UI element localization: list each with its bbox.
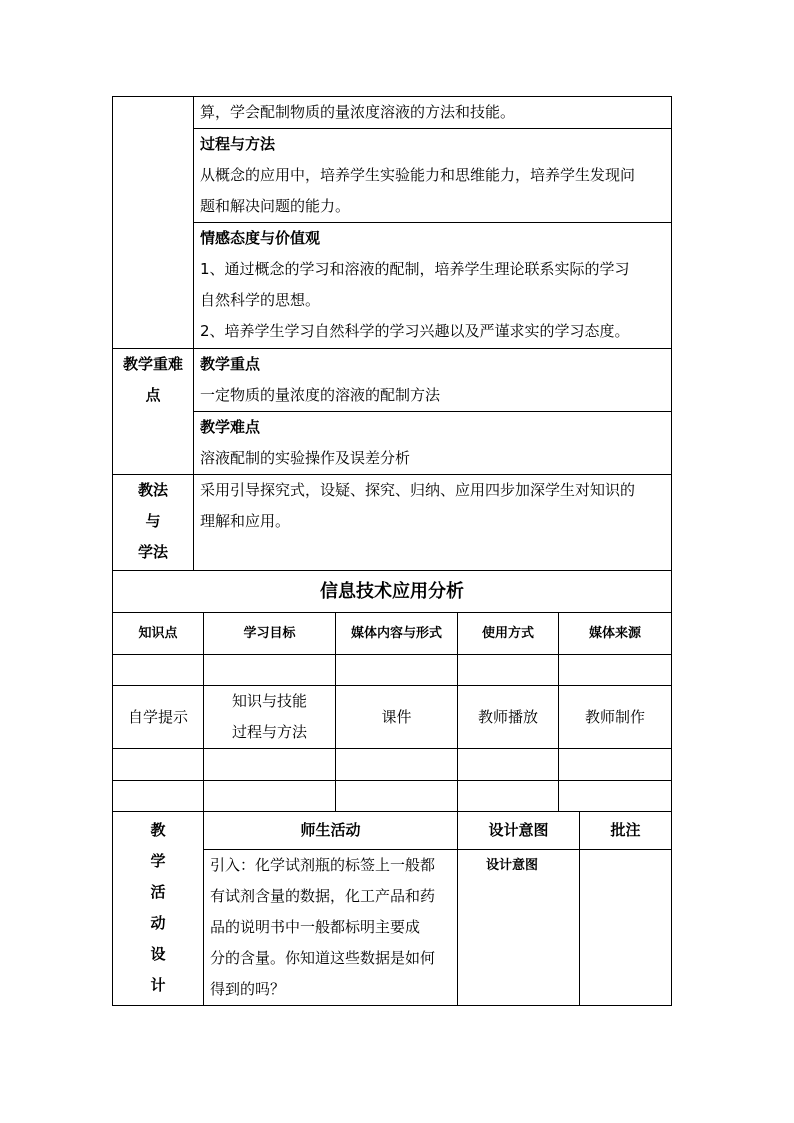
emotion-section [194, 223, 672, 349]
intent-content: 设计意图 [458, 850, 580, 1006]
emotion-line: 自然科学的思想。 [200, 291, 321, 309]
process-line: 题和解决问题的能力。 [200, 197, 351, 215]
process-heading: 过程与方法 [200, 135, 276, 153]
header-knowledge-point: 知识点 [113, 613, 204, 655]
media-source-cell: 教师制作 [559, 686, 672, 749]
label-cell-empty [113, 97, 194, 349]
method-text: 采用引导探究式，设疑、探究、归纳、应用四步加深学生对知识的 理解和应用。 [194, 475, 672, 571]
col-head-intent: 设计意图 [458, 812, 580, 850]
difficulty-heading: 教学难点 [200, 418, 261, 436]
difficulty-section [194, 412, 672, 475]
goal-continuation: 算，学会配制物质的量浓度溶液的方法和技能。 [194, 97, 672, 129]
difficulty-text: 溶液配制的实验操作及误差分析 [200, 449, 411, 467]
header-media-source: 媒体来源 [559, 613, 672, 655]
process-section [194, 129, 672, 223]
emotion-heading: 情感态度与价值观 [200, 229, 321, 247]
keydiff-label: 教学重难 点 [113, 349, 194, 475]
activity-design-label: 教 学 活 动 设 计 [113, 812, 204, 1006]
empty-cell [559, 781, 672, 812]
empty-cell [336, 781, 458, 812]
note-content [580, 850, 672, 1006]
empty-cell [204, 781, 336, 812]
emotion-line: 1、通过概念的学习和溶液的配制，培养学生理论联系实际的学习 [200, 260, 630, 278]
media-content-cell: 课件 [336, 686, 458, 749]
emotion-line: 2、培养学生学习自然科学的学习兴趣以及严谨求实的学习态度。 [200, 322, 630, 340]
empty-cell [113, 781, 204, 812]
it-analysis-title: 信息技术应用分析 [113, 571, 672, 613]
header-learning-goal: 学习目标 [204, 613, 336, 655]
process-line: 从概念的应用中，培养学生实验能力和思维能力，培养学生发现问 [200, 166, 636, 184]
empty-cell [336, 749, 458, 781]
empty-cell [113, 655, 204, 686]
knowledge-point-cell: 自学提示 [113, 686, 204, 749]
empty-cell [113, 749, 204, 781]
empty-cell [559, 749, 672, 781]
activity-content: 引入：化学试剂瓶的标签上一般都 有试剂含量的数据，化工产品和药 品的说明书中一般都标明主要成 分的含量。你知道这些数据是如何 得到的吗？ [204, 850, 458, 1006]
empty-cell [458, 749, 559, 781]
header-media-content: 媒体内容与形式 [336, 613, 458, 655]
empty-cell [336, 655, 458, 686]
upper-table [112, 96, 672, 571]
empty-cell [458, 781, 559, 812]
learning-goal-cell: 知识与技能 过程与方法 [204, 686, 336, 749]
header-usage: 使用方式 [458, 613, 559, 655]
empty-cell [204, 655, 336, 686]
key-text: 一定物质的量浓度的溶液的配制方法 [200, 386, 441, 404]
key-heading: 教学重点 [200, 355, 261, 373]
empty-cell [559, 655, 672, 686]
usage-cell: 教师播放 [458, 686, 559, 749]
empty-cell [204, 749, 336, 781]
col-head-activity: 师生活动 [204, 812, 458, 850]
lower-table [112, 570, 672, 1006]
col-head-note: 批注 [580, 812, 672, 850]
empty-cell [458, 655, 559, 686]
method-label: 教法 与 学法 [113, 475, 194, 571]
key-point-section [194, 349, 672, 412]
